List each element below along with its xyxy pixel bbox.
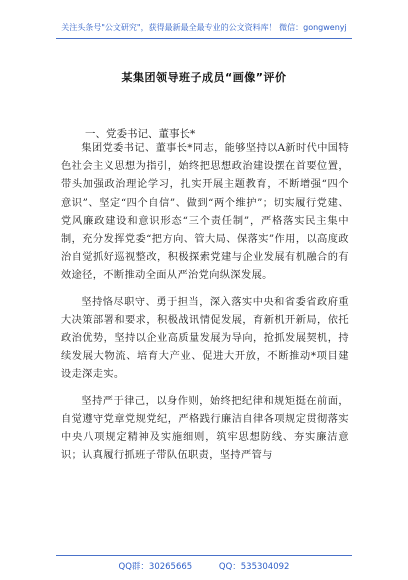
paragraph-2: 坚持恪尽职守、勇于担当，深入落实中央和省委省政府重大决策部署和要求，积极战讯情促发展，育新机开新局，依托政治优势，坚持以企业高质量发展为导向，抢抓发展契机，持续发展大物流、培育大产业、促进大开放，不断推动*项目建设走深走实。 [61,296,349,381]
paragraph-1: 集团党委书记、董事长*同志，能够坚持以A新时代中国特色社会主义思想为指引，始终把思想政治建设摆在首要位置，带头加强政治理论学习，扎实开展主题教育，不断增强“四个意识”、坚定“四个自信”、做到“两个维护”；切实履行党建、党风廉政建设和意识形态“三个责任制”，严格落实民主集中制，充分发挥党委“把方向、管大局、保落实”作用，以高度政治自觉抓好巡视整改，积极探索党建与企业发展有机融合的有效途径，不断推动全面从严治党向纵深发展。 [61,143,349,282]
document-title: 某集团领导班子成员“画像”评价 [121,71,287,84]
paragraph-3: 坚持严于律己，以身作则，始终把纪律和规矩挺在前面，自觉遵守党章党规党纪，严格践行廉洁自律各项规定贯彻落实中央八项规定精神及实施细则，筑牢思想防线、夯实廉洁意识；认真履行抓班子带队伍职责，坚持严管与 [61,395,349,462]
header-divider [56,38,352,39]
footer-divider [56,555,352,556]
footer-qq-group[interactable]: QQ群：30265665 [118,562,193,572]
body-text [61,140,349,473]
footer-qq[interactable]: QQ：535304092 [218,562,290,572]
footer-contact [0,560,408,572]
header-notice[interactable]: 关注头条号"公文研究"，获得最新最全最专业的公文资料库！ 微信：gongwenyj [61,23,347,32]
section-heading: 一、党委书记、董事长* [85,128,196,140]
